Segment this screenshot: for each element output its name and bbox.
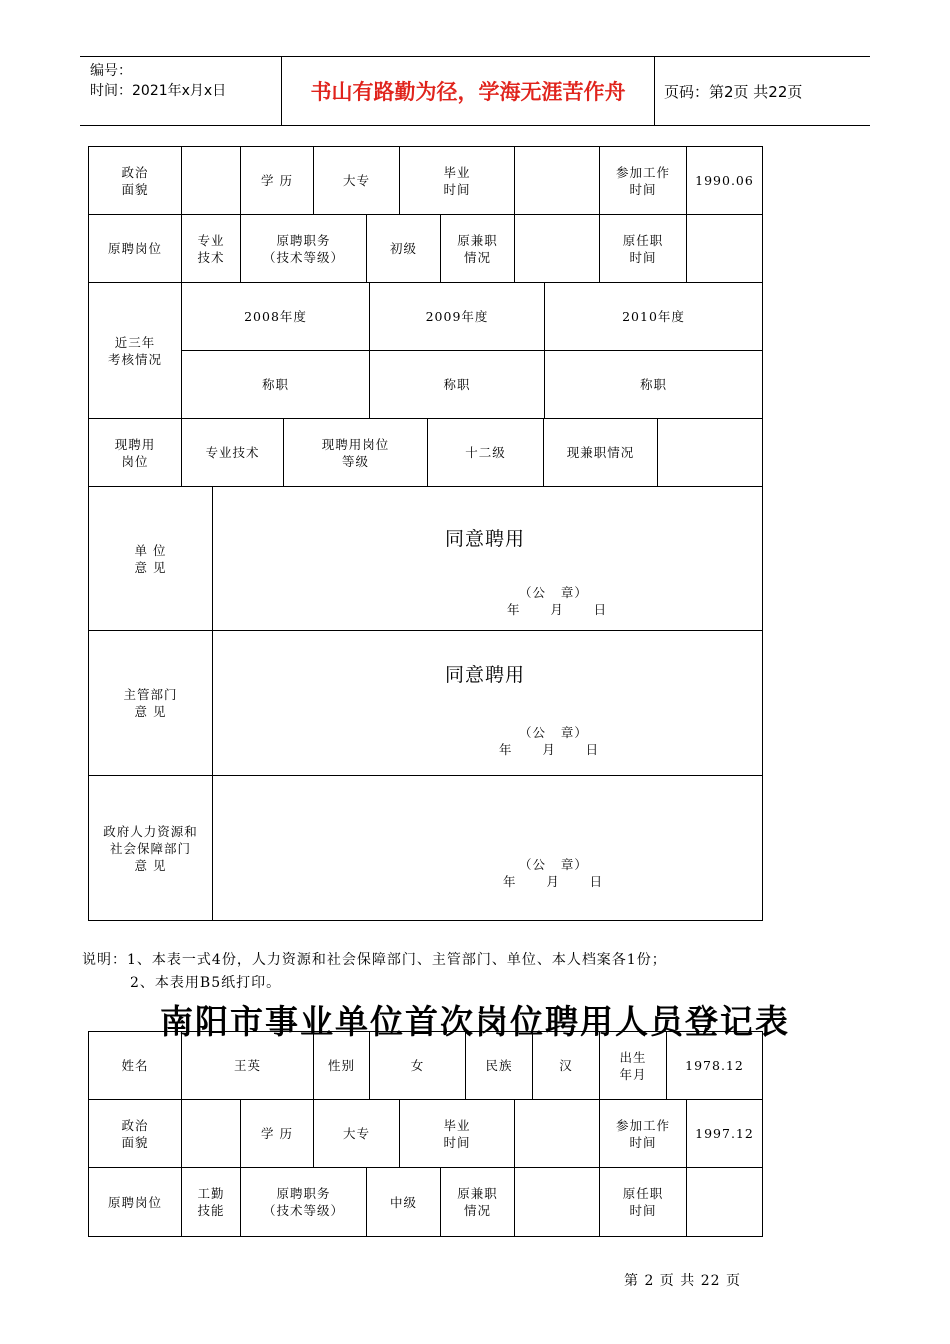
note-line-1: 说明：1、本表一式4份，人力资源和社会保障部门、主管部门、单位、本人档案各1份； [82, 952, 667, 968]
assessment-result: 称职 [545, 351, 762, 419]
prev-post-label: 原聘岗位 [89, 215, 182, 283]
politics-value [182, 1100, 241, 1168]
prev-title-value: 初级 [367, 215, 441, 283]
gender-value: 女 [370, 1032, 466, 1100]
dept-opinion-label: 主管部门 意 见 [89, 631, 213, 776]
prev-tenure-label: 原任职 时间 [600, 1168, 687, 1236]
dept-date: 年 月 日 [499, 742, 600, 757]
header-divider [654, 57, 655, 125]
prev-title-label: 原聘职务 （技术等级） [241, 215, 367, 283]
header-meta [90, 61, 226, 101]
registration-table-continued [88, 146, 763, 921]
graduation-value [515, 1100, 600, 1168]
current-grade-label: 现聘用岗位 等级 [284, 419, 428, 487]
politics-value [182, 147, 241, 215]
current-post-value: 专业技术 [182, 419, 284, 487]
gov-seal: （公 章） [519, 857, 588, 872]
ethnicity-value: 汉 [533, 1032, 600, 1100]
prev-post-value: 专业 技术 [182, 215, 241, 283]
doc-number-label: 编号： [90, 63, 132, 79]
gov-opinion-label: 政府人力资源和 社会保障部门 意 见 [89, 776, 213, 920]
unit-opinion-box [213, 487, 762, 631]
current-grade-value: 十二级 [428, 419, 544, 487]
current-post-label: 现聘用 岗位 [89, 419, 182, 487]
prev-title-label: 原聘职务 （技术等级） [241, 1168, 367, 1236]
education-value: 大专 [314, 1100, 400, 1168]
birth-label: 出生 年月 [600, 1032, 667, 1100]
name-value: 王英 [182, 1032, 314, 1100]
dept-opinion-text: 同意聘用 [445, 664, 526, 686]
dept-opinion-box [213, 631, 762, 776]
graduation-label: 毕业 时间 [400, 147, 515, 215]
birth-value: 1978.12 [667, 1032, 762, 1100]
prev-concurrent-value [515, 215, 600, 283]
prev-tenure-value [687, 1168, 762, 1236]
name-label: 姓名 [89, 1032, 182, 1100]
prev-concurrent-value [515, 1168, 600, 1236]
prev-post-value: 工勤 技能 [182, 1168, 241, 1236]
registration-table [88, 1031, 763, 1237]
page-header [80, 56, 870, 126]
politics-label: 政治 面貌 [89, 147, 182, 215]
education-label: 学 历 [241, 147, 314, 215]
header-page-info: 页码：第2页 共22页 [664, 82, 803, 101]
education-label: 学 历 [241, 1100, 314, 1168]
unit-opinion-label: 单 位 意 见 [89, 487, 213, 631]
assessment-result: 称职 [370, 351, 545, 419]
header-motto: 书山有路勤为径，学海无涯苦作舟 [310, 80, 626, 104]
note-line-2: 2、本表用B5纸打印。 [130, 975, 282, 991]
prev-title-value: 中级 [367, 1168, 441, 1236]
unit-opinion-text: 同意聘用 [445, 528, 526, 550]
gov-date: 年 月 日 [503, 874, 604, 889]
work-start-value: 1997.12 [687, 1100, 762, 1168]
work-start-value: 1990.06 [687, 147, 762, 215]
unit-date: 年 月 日 [507, 602, 608, 617]
graduation-value [515, 147, 600, 215]
prev-tenure-value [687, 215, 762, 283]
prev-post-label: 原聘岗位 [89, 1168, 182, 1236]
prev-tenure-label: 原任职 时间 [600, 215, 687, 283]
page-footer: 第 2 页 共 22 页 [624, 1273, 741, 1289]
assessment-year: 2009年度 [370, 283, 545, 351]
current-concurrent-label: 现兼职情况 [544, 419, 658, 487]
prev-concurrent-label: 原兼职 情况 [441, 1168, 515, 1236]
work-start-label: 参加工作 时间 [600, 147, 687, 215]
ethnicity-label: 民族 [466, 1032, 533, 1100]
doc-time-label: 时间：2021年x月x日 [90, 83, 227, 99]
assessment-year: 2008年度 [182, 283, 370, 351]
politics-label: 政治 面貌 [89, 1100, 182, 1168]
gov-opinion-box [213, 776, 762, 920]
assessment-result: 称职 [182, 351, 370, 419]
education-value: 大专 [314, 147, 400, 215]
dept-seal: （公 章） [519, 725, 588, 740]
prev-concurrent-label: 原兼职 情况 [441, 215, 515, 283]
unit-seal: （公 章） [519, 585, 588, 600]
form-title: 南阳市事业单位首次岗位聘用人员登记表 [160, 1002, 790, 1041]
assessment-year: 2010年度 [545, 283, 762, 351]
assessment-label: 近三年 考核情况 [89, 283, 182, 419]
work-start-label: 参加工作 时间 [600, 1100, 687, 1168]
current-concurrent-value [658, 419, 762, 487]
gender-label: 性别 [314, 1032, 370, 1100]
graduation-label: 毕业 时间 [400, 1100, 515, 1168]
